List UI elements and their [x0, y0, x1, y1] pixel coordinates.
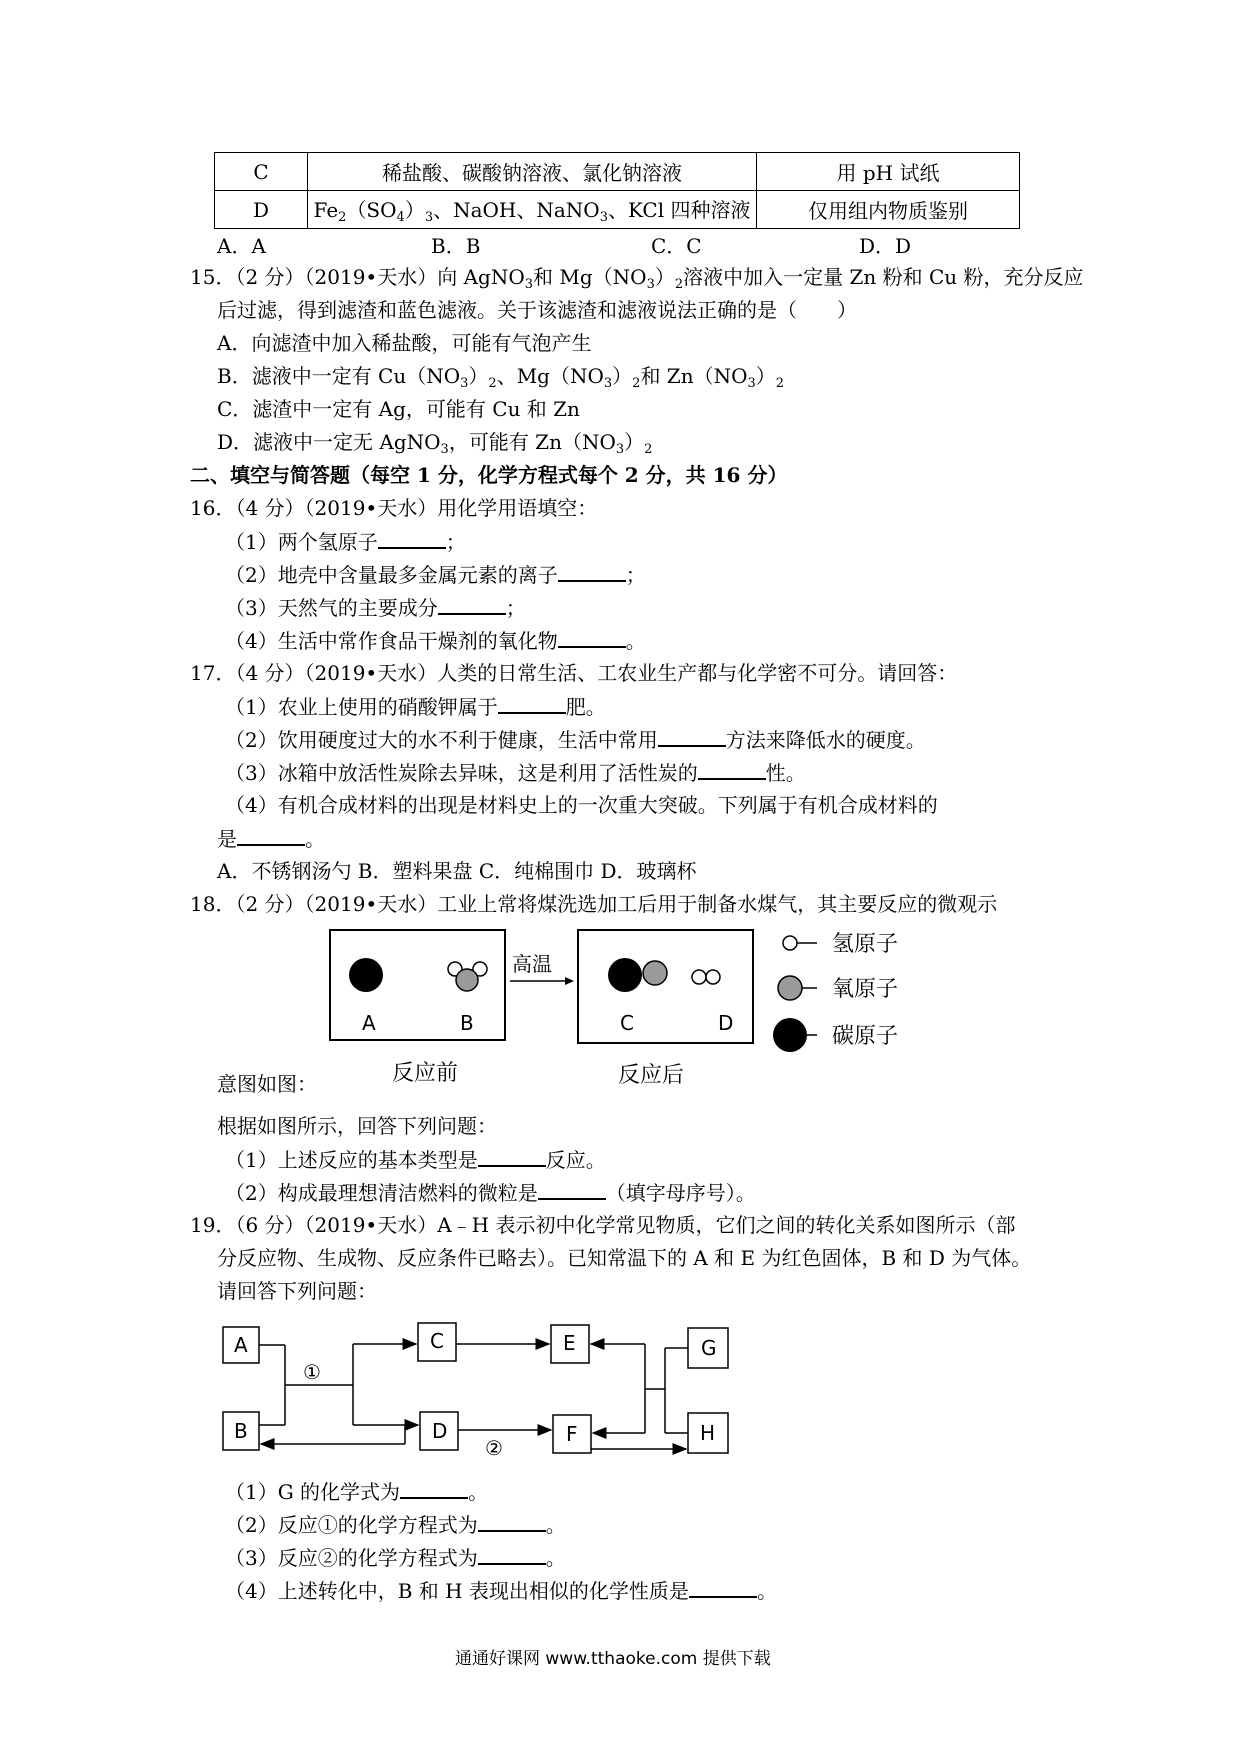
- oxygen-atom: [643, 961, 667, 985]
- box-a-label: A: [234, 1333, 248, 1357]
- hydrogen-atom: [706, 970, 720, 984]
- q17-stem: 17．（4 分）（2019•天水）人类的日常生活、工农业生产都与化学密不可分。请回答：: [190, 661, 958, 685]
- row-substances: 稀盐酸、碳酸钠溶液、氯化钠溶液: [308, 153, 757, 191]
- q17-item-1: （1）农业上使用的硝酸钾属于 肥。: [225, 695, 606, 719]
- q16-item-4: （4）生活中常作食品干燥剂的氧化物 。: [225, 629, 646, 653]
- table-row: [215, 153, 1020, 191]
- answer-blank[interactable]: [658, 727, 726, 747]
- oxygen-atom: [456, 969, 478, 991]
- answer-blank[interactable]: [498, 694, 566, 714]
- q15-option-a: A．向滤渣中加入稀盐酸，可能有气泡产生: [217, 331, 592, 355]
- before-caption: 反应前: [392, 1061, 459, 1086]
- answer-blank[interactable]: [438, 595, 506, 615]
- box-b-label: B: [234, 1419, 248, 1443]
- answer-blank[interactable]: [400, 1479, 468, 1499]
- answer-blank[interactable]: [558, 562, 626, 582]
- q18-stem-tail: 意图如图：: [217, 1072, 317, 1096]
- q15-stem-continued: 后过滤，得到滤渣和蓝色滤液。关于该滤渣和滤液说法正确的是（ ）: [217, 298, 857, 322]
- answer-blank[interactable]: [558, 628, 626, 648]
- label-b: B: [460, 1011, 474, 1035]
- q15-option-b: B．滤液中一定有 $Cu(NO_3)_2$、$Mg(NO_3)_2$和 $Zn(NO_3)_2$: [217, 364, 785, 391]
- answer-blank[interactable]: [689, 1578, 757, 1598]
- reaction-2-label: ②: [485, 1436, 503, 1460]
- q17-item-4-continued: 是 。: [217, 827, 325, 851]
- q15-option-d: D．滤液中一定无 AgNO$_3$，可能有 $Zn(NO_3)_2$: [217, 430, 653, 457]
- q18-stem: 18．（2 分）（2019•天水）工业上常将煤洗选加工后用于制备水煤气，其主要反应的微观示: [190, 892, 998, 916]
- label-a: A: [362, 1011, 376, 1035]
- conversion-flow-diagram: [215, 1315, 755, 1470]
- answer-blank[interactable]: [478, 1147, 546, 1167]
- q17-options: A．不锈钢汤勺 B．塑料果盘 C．纯棉围巾 D．玻璃杯: [217, 859, 697, 883]
- legend-carbon-icon: [773, 1018, 807, 1052]
- legend-hydrogen-icon: [783, 936, 797, 950]
- reaction-1-label: ①: [303, 1360, 321, 1384]
- box-f-label: F: [566, 1422, 578, 1446]
- box-c-label: C: [430, 1329, 444, 1353]
- box-d-label: D: [432, 1419, 448, 1443]
- q15-stem: 15．（2 分）（2019•天水）向 AgNO$_3$和 $Mg(NO_3)_2$溶液中加入一定量 Zn 粉和 Cu 粉，充分反应: [190, 265, 1084, 292]
- box-e-label: E: [563, 1331, 576, 1355]
- q19-line-1: 19．（6 分）（2019•天水）A﹣H 表示初中化学常见物质，它们之间的转化关系如图所示（部: [190, 1213, 1016, 1237]
- page-footer: 通通好课网 www.tthaoke.com 提供下载: [455, 1649, 771, 1669]
- q19-item-3: （3）反应②的化学方程式为 。: [225, 1546, 566, 1570]
- row-substances: $Fe_2(SO_4)_3$、NaOH、NaNO$_3$、KCl 四种溶液: [308, 191, 757, 229]
- q14-option-c: C．C: [651, 234, 702, 258]
- q17-item-2: （2）饮用硬度过大的水不利于健康，生活中常用 方法来降低水的硬度。: [225, 728, 926, 752]
- section-heading: 二、填空与简答题（每空 1 分，化学方程式每个 2 分，共 16 分）: [190, 463, 788, 487]
- answer-blank[interactable]: [478, 1545, 546, 1565]
- q16-item-1: （1）两个氢原子 ；: [225, 530, 466, 554]
- legend-oxygen-label: 氧原子: [832, 977, 899, 1002]
- answer-blank[interactable]: [478, 1512, 546, 1532]
- q16-item-3: （3）天然气的主要成分 ；: [225, 596, 526, 620]
- q14-option-a: A．A: [217, 234, 266, 258]
- q18-intro: 根据如图所示，回答下列问题：: [217, 1114, 497, 1138]
- q19-line-3: 请回答下列问题：: [217, 1279, 377, 1303]
- answer-blank[interactable]: [538, 1180, 606, 1200]
- hydrogen-atom: [692, 970, 706, 984]
- label-c: C: [620, 1011, 634, 1035]
- carbon-atom: [608, 958, 642, 992]
- answer-blank[interactable]: [237, 826, 305, 846]
- box-h-label: H: [700, 1421, 716, 1445]
- reaction-condition: 高温: [512, 952, 552, 976]
- table-row: [215, 191, 1020, 229]
- legend-oxygen-icon: [778, 976, 802, 1000]
- reaction-microscopic-diagram: [320, 925, 940, 1095]
- legend-hydrogen-label: 氢原子: [832, 932, 899, 957]
- carbon-atom: [349, 958, 383, 992]
- q19-item-2: （2）反应①的化学方程式为 。: [225, 1513, 566, 1537]
- row-label: D: [215, 191, 308, 229]
- legend-carbon-label: 碳原子: [832, 1024, 899, 1049]
- q16-item-2: （2）地壳中含量最多金属元素的离子 ；: [225, 563, 646, 587]
- row-method: 用 pH 试纸: [757, 153, 1020, 191]
- q19-line-2: 分反应物、生成物、反应条件已略去）。已知常温下的 A 和 E 为红色固体，B 和 D 为气体。: [217, 1246, 1032, 1270]
- q17-item-4: （4）有机合成材料的出现是材料史上的一次重大突破。下列属于有机合成材料的: [225, 793, 938, 817]
- q18-item-1: （1）上述反应的基本类型是 反应。: [225, 1148, 606, 1172]
- q18-item-2: （2）构成最理想清洁燃料的微粒是 （填字母序号）。: [225, 1181, 756, 1205]
- options-table: [214, 152, 1020, 229]
- row-label: C: [215, 153, 308, 191]
- q19-item-4: （4）上述转化中，B 和 H 表现出相似的化学性质是 。: [225, 1579, 777, 1603]
- q14-option-b: B．B: [431, 234, 481, 258]
- q16-stem: 16．（4 分）（2019•天水）用化学用语填空：: [190, 496, 598, 520]
- row-method: 仅用组内物质鉴别: [757, 191, 1020, 229]
- answer-blank[interactable]: [378, 529, 446, 549]
- q19-item-1: （1）G 的化学式为 。: [225, 1480, 489, 1504]
- label-d: D: [718, 1011, 734, 1035]
- arrow-head: [565, 977, 574, 985]
- answer-blank[interactable]: [698, 760, 766, 780]
- after-caption: 反应后: [618, 1063, 685, 1088]
- q14-option-d: D．D: [859, 234, 912, 258]
- q15-option-c: C．滤渣中一定有 Ag，可能有 Cu 和 Zn: [217, 397, 580, 421]
- box-g-label: G: [701, 1336, 717, 1360]
- q17-item-3: （3）冰箱中放活性炭除去异味，这是利用了活性炭的 性。: [225, 761, 806, 785]
